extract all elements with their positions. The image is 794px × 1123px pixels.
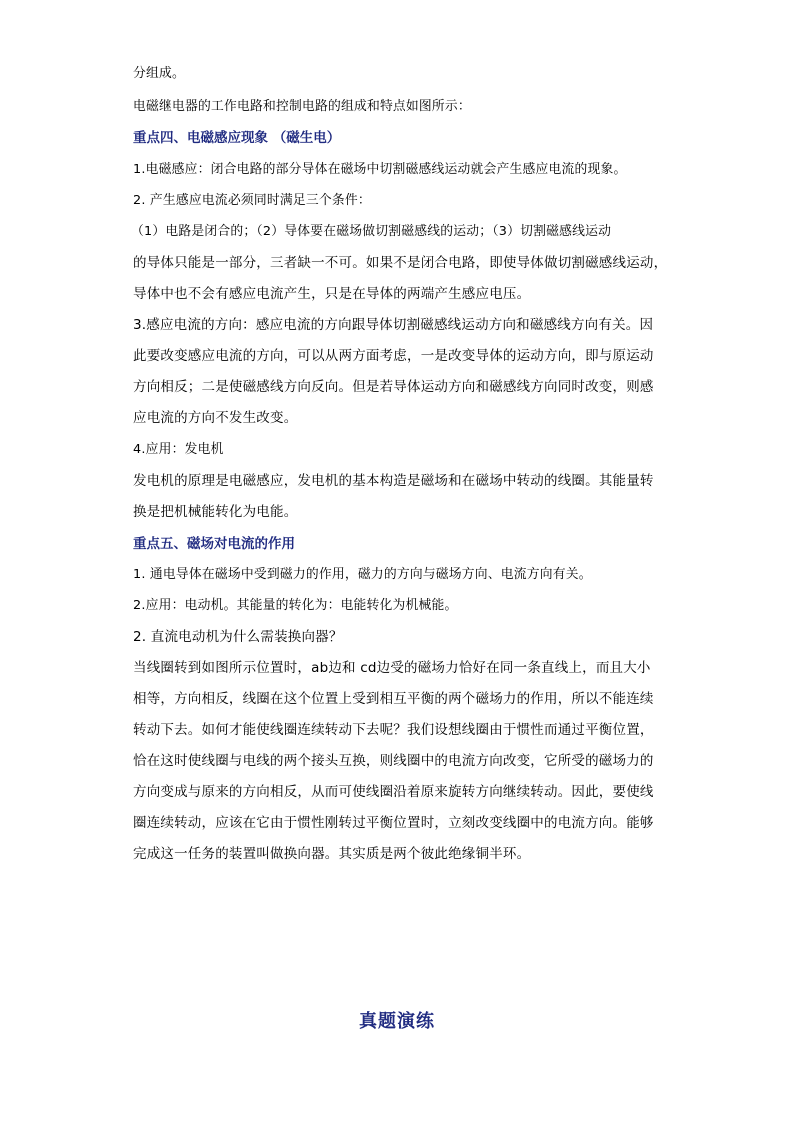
paragraph-line: 2.应用：电动机。其能量的转化为：电能转化为机械能。: [133, 598, 458, 613]
paragraph-line: 发电机的原理是电磁感应，发电机的基本构造是磁场和在磁场中转动的线圈。其能量转: [133, 473, 654, 489]
paragraph-line: 3.感应电流的方向：感应电流的方向跟导体切割磁感线运动方向和磁感线方向有关。因: [133, 317, 654, 333]
paragraph-line: 当线圈转到如图所示位置时，ab边和 cd边受的磁场力恰好在同一条直线上，而且大小: [133, 660, 651, 676]
paragraph-line: 1.电磁感应：闭合电路的部分导体在磁场中切割磁感线运动就会产生感应电流的现象。: [133, 162, 627, 177]
paragraph-line: 4.应用：发电机: [133, 442, 224, 457]
paragraph-line: 的导体只能是一部分，三者缺一不可。如果不是闭合电路，即使导体做切割磁感线运动，: [133, 255, 668, 271]
paragraph-line: 导体中也不会有感应电流产生，只是在导体的两端产生感应电压。: [133, 286, 531, 302]
paragraph-line: 分组成。: [133, 66, 185, 81]
paragraph-line: 恰在这时使线圈与电线的两个接头互换，则线圈中的电流方向改变，它所受的磁场力的: [133, 753, 654, 769]
section-title: 真题演练: [359, 1011, 435, 1032]
paragraph-line: 圈连续转动，应该在它由于惯性刚转过平衡位置时，立刻改变线圈中的电流方向。能够: [133, 815, 654, 831]
paragraph-line: 方向相反；二是使磁感线方向反向。但是若导体运动方向和磁感线方向同时改变，则感: [133, 379, 654, 395]
paragraph-line: 2. 直流电动机为什么需装换向器？: [133, 629, 343, 645]
paragraph-line: 1. 通电导体在磁场中受到磁力的作用，磁力的方向与磁场方向、电流方向有关。: [133, 567, 592, 582]
paragraph-line: 方向变成与原来的方向相反，从而可使线圈沿着原来旋转方向继续转动。因此，要使线: [133, 784, 654, 800]
paragraph-line: 换是把机械能转化为电能。: [133, 504, 298, 520]
paragraph-line: 应电流的方向不发生改变。: [133, 410, 298, 426]
paragraph-line: 完成这一任务的装置叫做换向器。其实质是两个彼此绝缘铜半环。: [133, 846, 531, 862]
heading-key-point-4: 重点四、电磁感应现象 （磁生电）: [133, 130, 341, 146]
paragraph-line: 相等，方向相反，线圈在这个位置上受到相互平衡的两个磁场力的作用，所以不能连续: [133, 691, 654, 707]
paragraph-line: 此要改变感应电流的方向，可以从两方面考虑，一是改变导体的运动方向，即与原运动: [133, 348, 654, 364]
paragraph-line: 2. 产生感应电流必须同时满足三个条件：: [133, 193, 371, 208]
paragraph-line: （1）电路是闭合的；（2）导体要在磁场做切割磁感线的运动；（3）切割磁感线运动: [131, 224, 612, 239]
paragraph-line: 电磁继电器的工作电路和控制电路的组成和特点如图所示：: [133, 99, 471, 114]
paragraph-line: 转动下去。如何才能使线圈连续转动下去呢？我们设想线圈由于惯性而通过平衡位置，: [133, 722, 654, 738]
heading-key-point-5: 重点五、磁场对电流的作用: [133, 536, 295, 552]
